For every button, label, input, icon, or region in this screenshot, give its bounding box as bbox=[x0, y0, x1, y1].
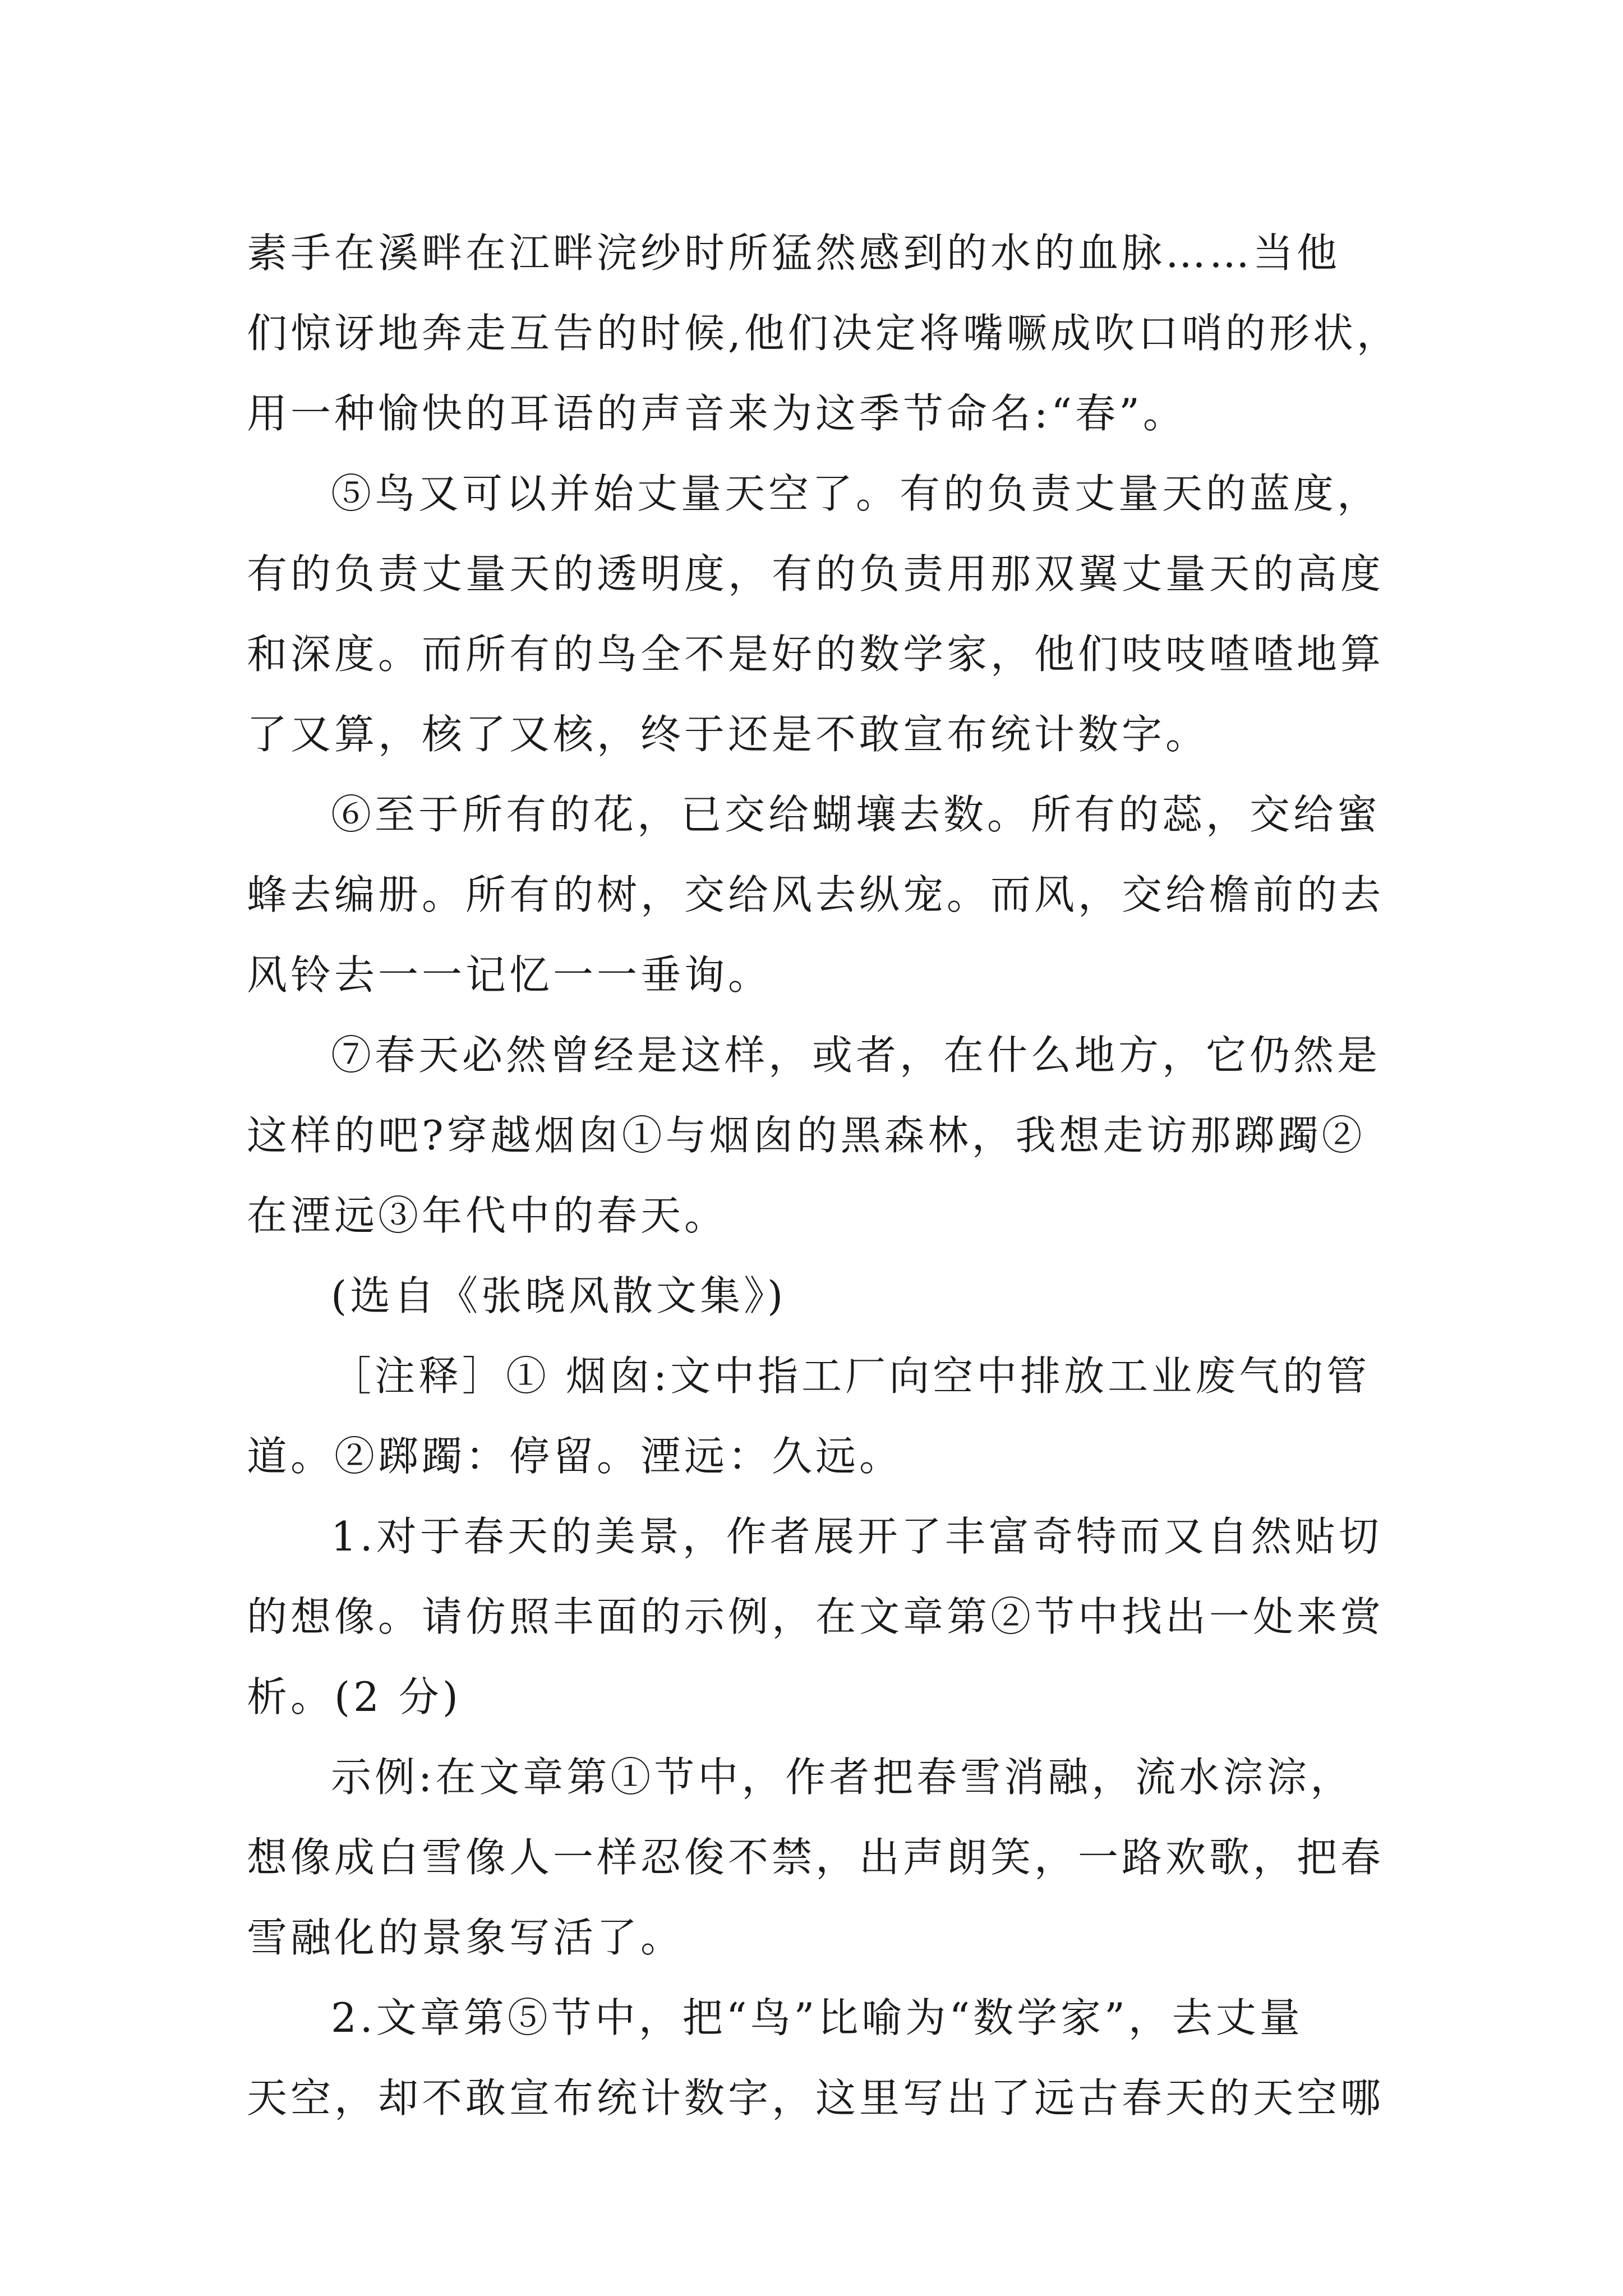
text-line: ⑦春天必然曾经是这样，或者，在什么地方，它仍然是 bbox=[331, 1032, 1381, 1079]
text-line: 2.文章第⑤节中，把“鸟”比喻为“数学家”，去丈量 bbox=[331, 1994, 1303, 2041]
text-line: 天空，却不敢宣布统计数字，这里写出了远古春天的天空哪 bbox=[247, 2074, 1385, 2122]
text-line: 有的负责丈量天的透明度，有的负责用那双翼丈量天的高度 bbox=[247, 550, 1385, 597]
text-line: 道。②踯躅：停留。湮远：久远。 bbox=[247, 1433, 903, 1480]
text-line: 素手在溪畔在江畔浣纱时所猛然感到的水的血脉……当他 bbox=[247, 229, 1341, 277]
text-line: 析。(2 分) bbox=[247, 1673, 462, 1720]
text-line: 示例:在文章第①节中，作者把春雪消融，流水淙淙， bbox=[331, 1754, 1354, 1801]
text-line: 和深度。而所有的鸟全不是好的数学家，他们吱吱喳喳地算 bbox=[247, 631, 1385, 678]
text-line: 1.对于春天的美景，作者展开了丰富奇特而又自然贴切 bbox=[331, 1513, 1382, 1560]
text-line: ［注释］① 烟囱:文中指工厂向空中排放工业废气的管 bbox=[331, 1352, 1371, 1400]
text-line: 们惊讶地奔走互告的时候,他们决定将嘴噘成吹口哨的形状， bbox=[247, 310, 1400, 357]
text-line: 了又算，核了又核，终于还是不敢宣布统计数字。 bbox=[247, 711, 1210, 758]
text-line: 风铃去一一记忆一一垂询。 bbox=[247, 951, 772, 999]
text-line: 的想像。请仿照丰面的示例，在文章第②节中找出一处来赏 bbox=[247, 1593, 1385, 1640]
text-line: (选自《张晓风散文集》) bbox=[331, 1272, 787, 1319]
document-body bbox=[247, 213, 1400, 2138]
text-line: 在湮远③年代中的春天。 bbox=[247, 1192, 728, 1239]
text-line: 蜂去编册。所有的树，交给风去纵宠。而风，交给檐前的去 bbox=[247, 871, 1385, 918]
text-line: 用一种愉快的耳语的声音来为这季节命名:“春”。 bbox=[247, 390, 1187, 437]
text-line: 雪融化的景象写活了。 bbox=[247, 1914, 685, 1961]
text-line: ⑥至于所有的花，已交给蝴壤去数。所有的蕊，交给蜜 bbox=[331, 791, 1381, 838]
text-line: ⑤鸟又可以并始丈量天空了。有的负责丈量天的蓝度， bbox=[331, 470, 1381, 517]
text-line: 想像成白雪像人一样忍俊不禁，出声朗笑，一路欢歌，把春 bbox=[247, 1834, 1385, 1881]
text-line: 这样的吧?穿越烟囱①与烟囱的黑森林，我想走访那踯躅② bbox=[247, 1112, 1366, 1159]
